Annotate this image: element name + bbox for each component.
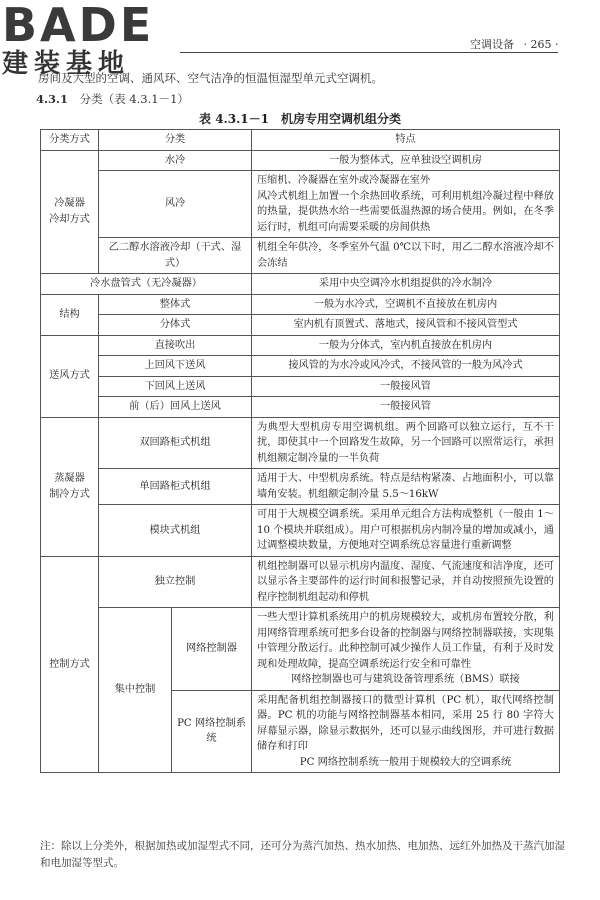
feature-cell: 可用于大规模空调系统。采用单元组合方法构成整机（一般由 1～10 个模块并联组成）。用户可根据机房内制冷量的增加或减小，通过调整模块数量，方便地对空调系统总容量进行重新调整 <box>252 505 560 557</box>
category-cell: 上回风下送风 <box>99 356 252 377</box>
page-number: · 265 · <box>523 38 559 51</box>
feature-cell <box>252 608 560 691</box>
feature-cell: 一般接风管 <box>252 397 560 418</box>
group-evaporator: 蒸凝器 制冷方式 <box>41 417 99 556</box>
table-row <box>41 171 560 238</box>
feature-cell: 一般接风管 <box>252 376 560 397</box>
running-header <box>470 36 558 52</box>
feature-cell: 室内机有顶置式、落地式，接风管和不接风管型式 <box>252 315 560 336</box>
feature-cell: 一般为水冷式，空调机不直接放在机房内 <box>252 294 560 315</box>
feature-cell: 一般为整体式，应单独设空调机房 <box>252 150 560 171</box>
table-row <box>41 376 560 397</box>
category-cell: 模块式机组 <box>99 505 252 557</box>
table-row <box>41 315 560 336</box>
category-cell: 水冷 <box>99 150 252 171</box>
table-row <box>41 150 560 171</box>
subcategory-cell: 网络控制器 <box>172 608 252 691</box>
category-cell: 整体式 <box>99 294 252 315</box>
table-row <box>41 335 560 356</box>
category-cell: 单回路柜式机组 <box>99 469 252 505</box>
feature-cell: 一般为分体式，室内机直接放在机房内 <box>252 335 560 356</box>
logo-wordmark: BADE <box>2 0 155 52</box>
feature-text: 一些大型计算机系统用户的机房规模较大，或机房布置较分散，利用网络管理系统可把多台设备的控制器与网络控制器联接，实现集中管理分散运行。此种控制可减少操作人员工作量，有利于及时发现和处理故障，提高空调系统运行安全和可靠性 <box>257 612 554 670</box>
logo-subtext: 建装基地 <box>2 49 131 79</box>
table-row <box>41 397 560 418</box>
footnote: 注：除以上分类外，根据加热或加湿型式不同，还可分为蒸汽加热、热水加热、电加热、远红外加热及干蒸汽加湿和电加湿等型式。 <box>40 840 565 869</box>
table-row <box>41 274 560 295</box>
group-airflow: 送风方式 <box>41 335 99 417</box>
feature-cell: 适用于大、中型机房系统。特点是结构紧凑、占地面积小，可以靠墙角安装。机组额定制冷量 5.5～16kW <box>252 469 560 505</box>
table-row <box>41 556 560 608</box>
category-cell: 冷水盘管式（无冷凝器） <box>41 274 252 295</box>
classification-table <box>40 129 560 773</box>
table-row <box>41 294 560 315</box>
feature-cell: 机组全年供冷，冬季室外气温 0℃以下时，用乙二醇水溶液冷却不会冻结 <box>252 238 560 274</box>
category-cell: 前（后）回风上送风 <box>99 397 252 418</box>
table-row <box>41 238 560 274</box>
table-row <box>41 608 560 691</box>
header-category: 分类 <box>99 130 252 151</box>
category-cell: 双回路柜式机组 <box>99 417 252 469</box>
category-central: 集中控制 <box>99 608 172 773</box>
feature-text: 采用配备机组控制器接口的微型计算机（PC 机），取代网络控制器。PC 机的功能与网络控制器基本相同，采用 25 行 80 字符大屏幕显示器，除显示数据外，还可以显示曲线图形，并可进行数据储存和打印 <box>257 694 554 752</box>
feature-cell: 压缩机、冷凝器在室外或冷凝器在室外 风冷式机组上加置一个余热回收系统，可利用机组冷凝过程中释放的热量，提供热水给一些需要低温热源的场合使用。例如，在冬季运行时，机组可向需要采暖的房间供热 <box>252 171 560 238</box>
table-row <box>41 469 560 505</box>
header-title: 空调设备 <box>470 38 514 51</box>
table-title: 表 4.3.1－1 机房专用空调机组分类 <box>199 112 401 126</box>
logo <box>2 2 154 78</box>
category-cell: 分体式 <box>99 315 252 336</box>
table-row <box>41 356 560 377</box>
group-cooling: 冷凝器 冷却方式 <box>41 150 99 274</box>
feature-cell: 接风管的为水冷或风冷式，不接风管的一般为风冷式 <box>252 356 560 377</box>
feature-note: PC 网络控制系统一般用于规模较大的空调系统 <box>299 756 512 768</box>
table-row <box>41 505 560 557</box>
feature-note: 网络控制器也可与建筑设备管理系统（BMS）联接 <box>291 674 520 685</box>
group-structure: 结构 <box>41 294 99 335</box>
feature-cell: 为典型大型机房专用空调机组。两个回路可以独立运行，互不干扰，即使其中一个回路发生故障，另一个回路可以照常运行，承担机组额定制冷量的一半负荷 <box>252 417 560 469</box>
subcategory-cell: PC 网络控制系统 <box>172 690 252 773</box>
category-cell: 下回风上送风 <box>99 376 252 397</box>
category-cell: 乙二醇水溶液冷却（干式、湿式） <box>99 238 252 274</box>
feature-cell <box>252 690 560 773</box>
group-control: 控制方式 <box>41 556 99 773</box>
intro-text: 房间及大型的空调、通风环、空气洁净的恒温恒湿型单元式空调机。 <box>38 71 383 85</box>
section-number: 4.3.1 <box>36 92 69 106</box>
feature-cell: 采用中央空调冷水机组提供的冷水制冷 <box>252 274 560 295</box>
category-cell: 直接吹出 <box>99 335 252 356</box>
header-method: 分类方式 <box>41 130 99 151</box>
section-heading <box>36 91 189 107</box>
category-cell: 风冷 <box>99 171 252 238</box>
table-header-row <box>41 130 560 151</box>
header-features: 特点 <box>252 130 560 151</box>
section-title: 分类（表 4.3.1－1） <box>79 92 189 106</box>
header-rule <box>180 52 558 53</box>
table-row <box>41 417 560 469</box>
feature-cell: 机组控制器可以显示机房内温度、湿度、气流速度和洁净度，还可以显示各主要部件的运行时间和报警记录，并自动按照预先设置的程序控制机组起动和停机 <box>252 556 560 608</box>
category-cell: 独立控制 <box>99 556 252 608</box>
